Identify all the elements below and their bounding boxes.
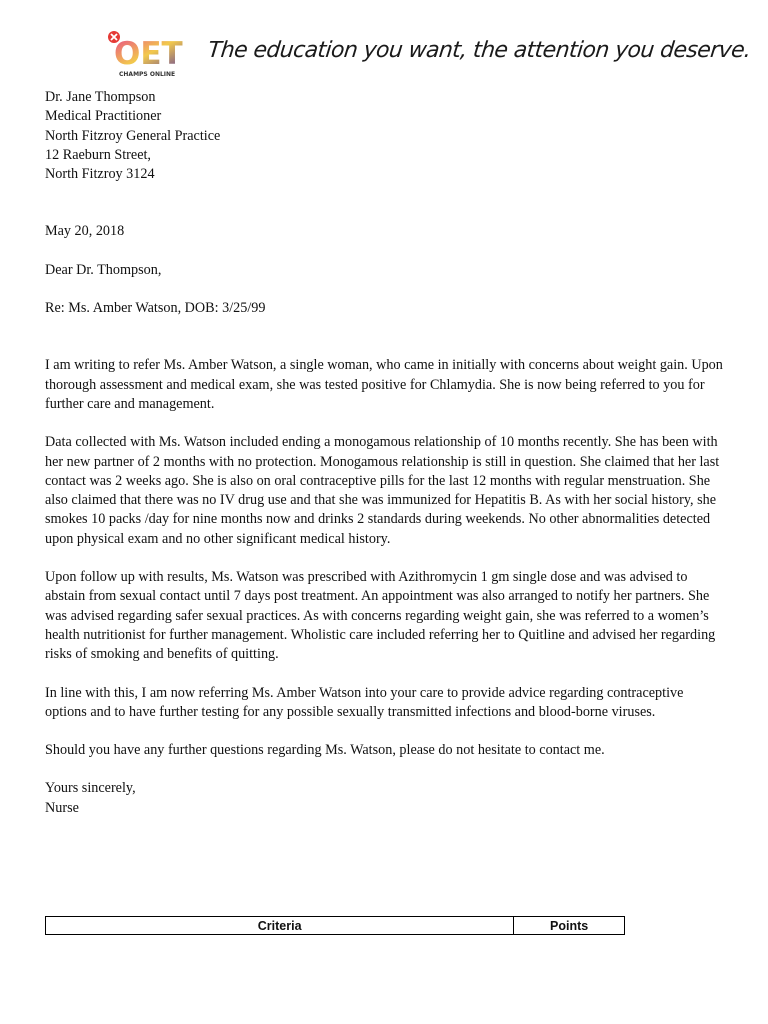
recipient-address [45,88,725,184]
recipient-street: 12 Raeburn Street, [45,146,151,163]
criteria-header-row [46,917,625,935]
paragraph-contact: Should you have any further questions regarding Ms. Watson, please do not hesitate to contact me. [45,742,605,759]
signature: Nurse [45,799,79,816]
criteria-table [45,916,625,935]
closing [45,779,725,818]
recipient-practice: North Fitzroy General Practice [45,127,221,144]
recipient-name: Dr. Jane Thompson [45,89,156,105]
oet-logo [106,28,186,80]
re-line: Re: Ms. Amber Watson, DOB: 3/25/99 [45,300,266,317]
letter-body [45,88,725,818]
tagline: The education you want, the attention you deserve. [206,38,752,63]
recipient-title: Medical Practitioner [45,108,162,125]
paragraph-intro: I am writing to refer Ms. Amber Watson, a single woman, who came in initially with concerns about weight gain. Upon thorough assessment and medical exam, she was tested positive for Chlamydia. She is now being referred to you for further care and management. [45,357,723,412]
salutation: Dear Dr. Thompson, [45,261,162,278]
criteria-header: Criteria [46,917,514,935]
paragraph-referral: In line with this, I am now referring Ms. Amber Watson into your care to provide advice regarding contraceptive options and to have further testing for any possible sexually transmitted infections and blood-borne viruses. [45,684,684,720]
recipient-suburb: North Fitzroy 3124 [45,166,155,183]
signoff: Yours sincerely, [45,780,136,797]
paragraph-data: Data collected with Ms. Watson included ending a monogamous relationship of 10 months recently. She has been with her new partner of 2 months with no protection. Monogamous relationship is still in question. She claimed that her last contact was 2 weeks ago. She is also on oral contraceptive pills for the last 12 months with regular menstruation. She also claimed that there was no IV drug use and that she was immunized for Hepatitis B. As with her social history, she smokes 10 packs /day for nine months now and drinks 2 standards during weekends. No other abnormalities detected upon physical exam and no other significant medical history. [45,434,720,547]
logo-subtext: CHAMPS ONLINE [119,71,176,78]
letter-date: May 20, 2018 [45,223,125,240]
points-header: Points [514,917,625,935]
logo-text: OET [114,36,183,72]
paragraph-follow-up: Upon follow up with results, Ms. Watson was prescribed with Azithromycin 1 gm single dose and was advised to abstain from sexual contact until 7 days post treatment. An appointment was also arranged to notify her partners. She was advised regarding safer sexual practices. As with concerns regarding weight gain, she was referred to a women’s health nutritionist for further management. Wholistic care included referring her to Quitline and advised her regarding risks of smoking and benefits of quitting. [45,569,716,663]
